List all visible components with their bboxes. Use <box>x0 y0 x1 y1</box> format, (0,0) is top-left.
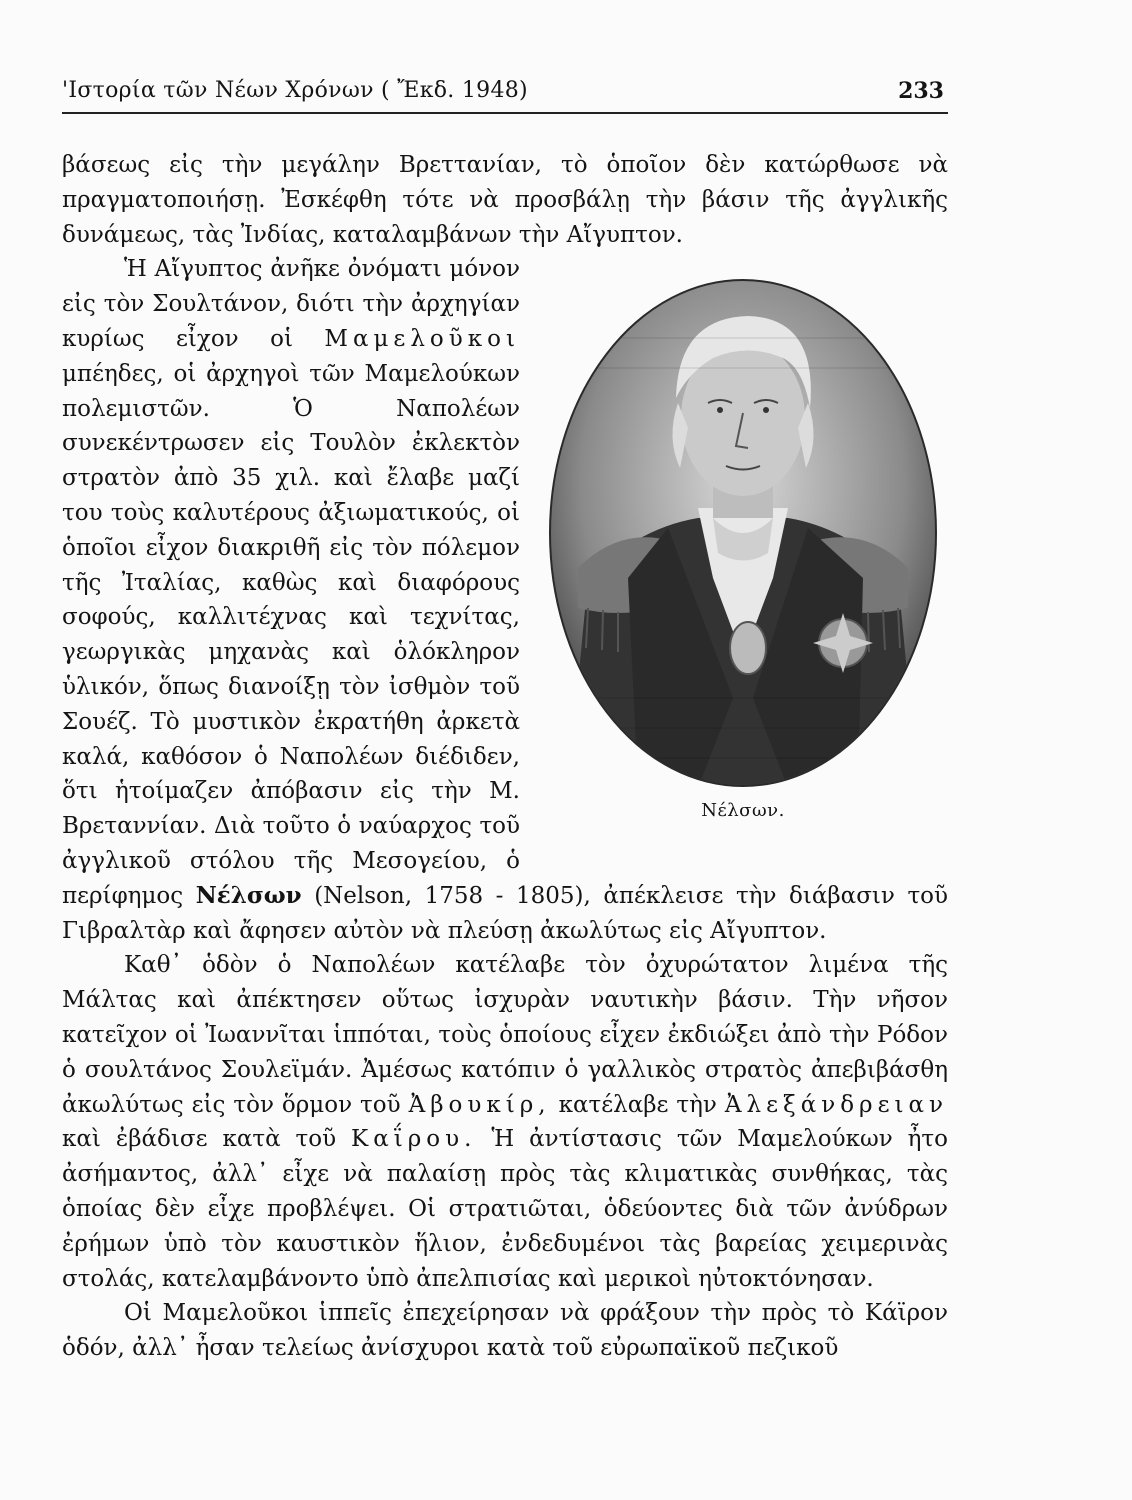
running-header <box>62 76 948 114</box>
page-number: 233 <box>898 78 944 104</box>
nelson-portrait-image <box>548 278 938 788</box>
main-text <box>62 148 948 1366</box>
paragraph-3-text-a: Καθ᾽ ὁδὸν ὁ Ναπολέων κατέλαβε τὸν ὀχυρώτατον λιμένα τῆς Μάλτας καὶ ἀπέκτησεν οὕτως ἰσχυρὰν ναυτικὴν βάσιν. Τὴν νῆσον κατεῖχον οἱ Ἰωαννῖται ἱππόται, τοὺς ὁποίους εἶχεν ἐκδιώξει ἀπὸ τὴν Ρόδον ὁ σουλτάνος Σουλεϊμάν. Ἀμέσως κατόπιν ὁ γαλλικὸς στρατὸς ἀπεβιβάσθη ἀκωλύτως εἰς τὸν ὅρμον τοῦ <box>62 952 948 1118</box>
paragraph-1-text: βάσεως εἰς τὴν μεγάλην Βρεττανίαν, τὸ ὁποῖον δὲν κατώρθωσε νὰ πραγματοποιήσῃ. Ἐσκέφθη τότε νὰ προσβάλῃ τὴν βάσιν τῆς ἀγγλικῆς δυνάμεως, τὰς Ἰνδίας, καταλαμβάνων τὴν Αἴγυπτον. <box>62 152 948 248</box>
paragraph-2-text-c: (Nelson, 1758 - 1805), ἀπέκλεισε τὴν διάβασιν τοῦ Γιβραλτὰρ καὶ ἄφησεν αὐτὸν νὰ πλεύσῃ ἀκωλύτως εἰς Αἴγυπτον. <box>62 882 948 944</box>
paragraph-1 <box>62 148 948 252</box>
place-cairo: Καΐρου. <box>351 1126 477 1153</box>
paragraph-3-text-d: Ἡ ἀντίστασις τῶν Μαμελούκων ἦτο ἀσήμαντος, ἀλλ᾽ εἶχε νὰ παλαίσῃ πρὸς τὰς κλιματικὰς συνθήκας, τὰς ὁποίας δὲν εἶχε προβλέψει. Οἱ στρατιῶται, ὁδεύοντες διὰ τῶν ἀνύδρων ἐρήμων ὑπὸ τὸν καυστικὸν ἥλιον, ἐνδεδυμένοι τὰς βαρείας χειμερινὰς στολάς, κατελαμβάνοντο ὑπὸ ἀπελπισίας καὶ μερικοὶ ηὐτοκτόνησαν. <box>62 1126 949 1292</box>
paragraph-3-text-b: κατέλαβε τὴν <box>558 1091 717 1118</box>
figure-caption: Νέλσων. <box>701 800 785 822</box>
paragraph-4 <box>62 1296 948 1366</box>
running-title: 'Ιστορία τῶν Νέων Χρόνων ( Ἔκδ. 1948) <box>62 78 528 103</box>
term-mamelukes: Μαμελοῦκοι <box>324 325 520 352</box>
paragraph-4-text: Οἱ Μαμελοῦκοι ἱππεῖς ἐπεχείρησαν νὰ φράξουν τὴν πρὸς τὸ Κάϊρον ὁδόν, ἀλλ᾽ ἦσαν τελείως ἀνίσχυροι κατὰ τοῦ εὐρωπαϊκοῦ πεζικοῦ <box>62 1300 948 1362</box>
paragraph-3-text-c: καὶ ἐβάδισε κατὰ τοῦ <box>62 1126 337 1153</box>
nelson-figure <box>538 256 948 866</box>
place-alexandria: Ἀλεξάνδρειαν <box>724 1091 949 1118</box>
paragraph-2-text-a: Ἡ Αἴγυπτος ἀνῆκε ὀνόματι μόνον εἰς τὸν Σουλτάνον, διότι τὴν ἀρχηγίαν κυρίως εἶχον οἱ <box>62 256 520 352</box>
paragraph-3 <box>62 948 948 1296</box>
place-aboukir: Ἀβουκίρ, <box>408 1091 551 1118</box>
paragraph-2-text-b: μπέηδες, οἱ ἀρχηγοὶ τῶν Μαμελούκων πολεμιστῶν. Ὁ Ναπολέων συνεκέντρωσεν εἰς Τουλὸν ἐκλεκτὸν στρατὸν ἀπὸ 35 χιλ. καὶ ἔλαβε μαζί του τοὺς καλυτέρους ἀξιωματικούς, οἱ ὁποῖοι εἶχον διακριθῆ εἰς τὸν πόλεμον τῆς Ἰταλίας, καθὼς καὶ διαφόρους σοφούς, καλλιτέχνας καὶ τεχνίτας, γεωργικὰς μηχανὰς καὶ ὁλόκληρον ὑλικόν, ὅπως διανοίξῃ τὸν ἰσθμὸν τοῦ Σουέζ. Τὸ μυστικὸν ἐκρατήθη ἀρκετὰ καλά, καθόσον ὁ Ναπολέων διέδιδεν, ὅτι ἡτοίμαζεν ἀπόβασιν εἰς τὴν Μ. Βρεταννίαν. Διὰ τοῦτο ὁ ναύαρχος τοῦ ἀγγλικοῦ στόλου τῆς Μεσογείου, ὁ περίφημος <box>62 360 520 909</box>
term-nelson: Νέλσων <box>195 881 302 909</box>
